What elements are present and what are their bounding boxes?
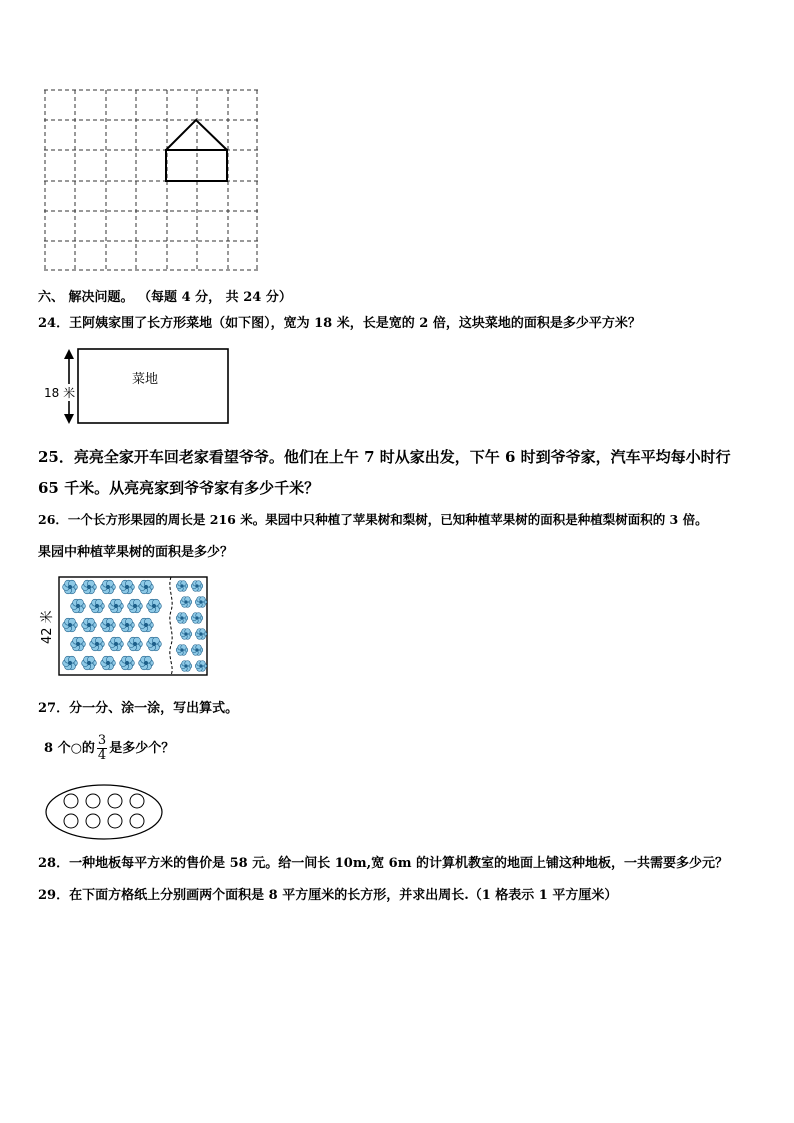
tree-flower-icon — [176, 645, 188, 656]
tree-flower-icon — [101, 618, 116, 632]
question-26-line1: 26．一个长方形果园的周长是 216 米。果园中只种植了苹果树和梨树，已知种植苹果树的面积是种植梨树面积的 3 倍。 — [38, 512, 708, 527]
tree-flower-icon — [82, 580, 97, 594]
tree-flower-icon — [147, 599, 162, 613]
tree-flower-icon — [195, 629, 207, 640]
question-26-line2: 果园中种植苹果树的面积是多少？ — [38, 545, 234, 560]
tree-flower-icon — [180, 597, 192, 608]
dashed-grid-figure — [44, 88, 260, 272]
circle — [64, 814, 78, 828]
fraction-question — [44, 734, 174, 763]
circle — [86, 794, 100, 808]
question-27-text: 27．分一分、涂一涂，写出算式。 — [38, 701, 239, 716]
circle — [130, 814, 144, 828]
tree-flower-icon — [176, 613, 188, 624]
tree-flower-icon — [90, 637, 105, 651]
tree-flower-icon — [90, 599, 105, 613]
circle — [64, 794, 78, 808]
question-25-line1: 25．亮亮全家开车回老家看望爷爷。他们在上午 7 时从家出发，下午 6 时到爷爷家，汽车平均每小时行 — [38, 448, 731, 466]
fraction-question-prefix: 8 个○的 — [44, 741, 95, 756]
tree-flower-icon — [109, 599, 124, 613]
tree-flower-icon — [180, 629, 192, 640]
fraction-numerator: 3 — [97, 733, 107, 748]
circles-oval-figure — [44, 782, 166, 842]
fraction-denominator: 4 — [97, 748, 107, 763]
question-25-line2: 65 千米。从亮亮家到爷爷家有多少千米？ — [38, 479, 320, 497]
tree-flower-icon — [82, 618, 97, 632]
width-label: 18 米 — [44, 386, 76, 400]
side-label: 42 米 — [40, 610, 55, 644]
tree-flower-icon — [128, 599, 143, 613]
circle — [130, 794, 144, 808]
tree-flower-icon — [139, 618, 154, 632]
question-29-text: 29．在下面方格纸上分别画两个面积是 8 平方厘米的长方形，并求出周长.（1 格表示 1 平方厘米） — [38, 888, 618, 903]
tree-flower-icon — [120, 618, 135, 632]
tree-flower-icon — [180, 661, 192, 672]
orchard-figure — [40, 574, 210, 678]
tree-flower-icon — [195, 597, 207, 608]
tree-flower-icon — [191, 645, 203, 656]
tree-flower-icon — [101, 656, 116, 670]
fraction-question-suffix: 是多少个？ — [109, 741, 175, 756]
circle — [108, 794, 122, 808]
tree-flower-icon — [191, 581, 203, 592]
tree-flower-icon — [101, 580, 116, 594]
question-28-text: 28．一种地板每平方米的售价是 58 元。给一间长 10m,宽 6m 的计算机教室的地面上铺这种地板，一共需要多少元？ — [38, 856, 728, 871]
tree-flower-icon — [109, 637, 124, 651]
tree-flower-icon — [120, 580, 135, 594]
tree-flower-icon — [63, 618, 78, 632]
tree-flower-icon — [176, 581, 188, 592]
section-heading: 六、 解决问题。 （每题 4 分， 共 24 分） — [38, 290, 292, 305]
tree-flower-icon — [128, 637, 143, 651]
tree-flower-icon — [195, 661, 207, 672]
tree-flower-icon — [191, 613, 203, 624]
house-shape — [166, 120, 227, 181]
tree-flower-icon — [147, 637, 162, 651]
question-24-text: 24．王阿姨家围了长方形菜地（如下图），宽为 18 米，长是宽的 2 倍，这块菜地的面积是多少平方米？ — [38, 316, 641, 331]
field-label: 菜地 — [132, 372, 159, 387]
tree-flower-icon — [120, 656, 135, 670]
tree-flower-icon — [63, 580, 78, 594]
tree-flower-icon — [71, 637, 86, 651]
tree-flower-icon — [139, 580, 154, 594]
tree-flower-icon — [82, 656, 97, 670]
tree-flower-icon — [63, 656, 78, 670]
tree-flower-icon — [139, 656, 154, 670]
fraction — [97, 734, 107, 763]
circle — [86, 814, 100, 828]
tree-flower-icon — [71, 599, 86, 613]
circle — [108, 814, 122, 828]
